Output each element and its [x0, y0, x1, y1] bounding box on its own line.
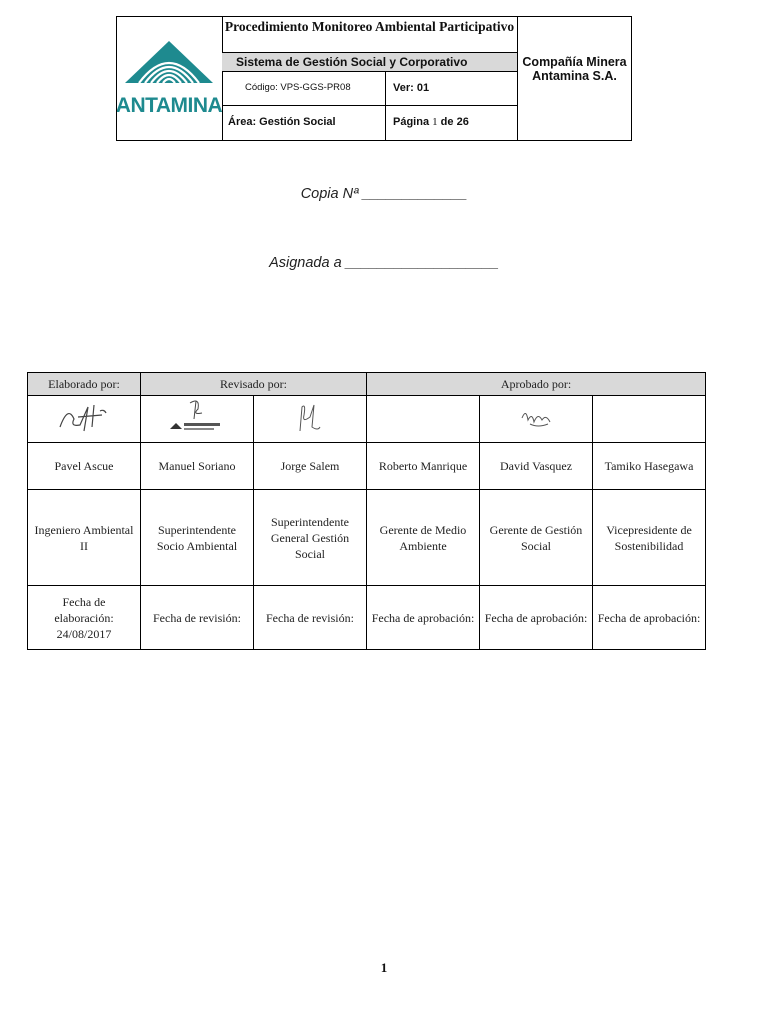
company-name: Compañía Minera Antamina S.A. [517, 17, 631, 140]
signer-name: Manuel Soriano [141, 443, 254, 490]
document-title: Procedimiento Monitoreo Ambiental Participativo [224, 19, 515, 34]
signature-cell [28, 396, 141, 443]
page-indicator: Página 1 de 26 [393, 116, 469, 128]
copy-number-line: Copia Nª _____________ [300, 186, 468, 202]
signer-date: Fecha de revisión: [141, 586, 254, 650]
document-header [116, 16, 632, 141]
approval-table [27, 372, 706, 650]
signer-role: Superintendente Socio Ambiental [141, 490, 254, 586]
signer-date: Fecha de aprobación: [480, 586, 593, 650]
header-elaborated: Elaborado por: [28, 373, 141, 396]
page-number: 1 [380, 960, 388, 975]
signature-image [516, 402, 556, 432]
signer-name: Jorge Salem [254, 443, 367, 490]
signer-role: Gerente de Medio Ambiente [367, 490, 480, 586]
signer-role: Vicepresidente de Sostenibilidad [593, 490, 706, 586]
signature-cell [141, 396, 254, 443]
assigned-to-line: Asignada a ___________________ [269, 255, 499, 271]
signature-image [54, 397, 114, 437]
signature-stamp-image [162, 397, 232, 437]
system-name: Sistema de Gestión Social y Corporativo [222, 52, 517, 72]
signer-name: David Vasquez [480, 443, 593, 490]
document-area: Área: Gestión Social [222, 106, 386, 140]
document-code: Código: VPS-GGS-PR08 [222, 72, 386, 106]
header-approved: Aprobado por: [367, 373, 706, 396]
signer-role: Superintendente General Gestión Social [254, 490, 367, 586]
document-version: Ver: 01 [386, 72, 517, 106]
signature-image [290, 397, 330, 437]
signer-role: Gerente de Gestión Social [480, 490, 593, 586]
signer-date: Fecha de elaboración: 24/08/2017 [28, 586, 141, 650]
signature-cell [593, 396, 706, 443]
logo-wordmark: ANTAMINA [117, 94, 222, 117]
signer-date: Fecha de aprobación: [367, 586, 480, 650]
header-reviewed: Revisado por: [141, 373, 367, 396]
signer-date: Fecha de aprobación: [593, 586, 706, 650]
signature-cell [367, 396, 480, 443]
signer-name: Pavel Ascue [28, 443, 141, 490]
signer-role: Ingeniero Ambiental II [28, 490, 141, 586]
antamina-logo [117, 17, 223, 140]
signature-cell [480, 396, 593, 443]
signer-date: Fecha de revisión: [254, 586, 367, 650]
signer-name: Roberto Manrique [367, 443, 480, 490]
signer-name: Tamiko Hasegawa [593, 443, 706, 490]
signature-cell [254, 396, 367, 443]
